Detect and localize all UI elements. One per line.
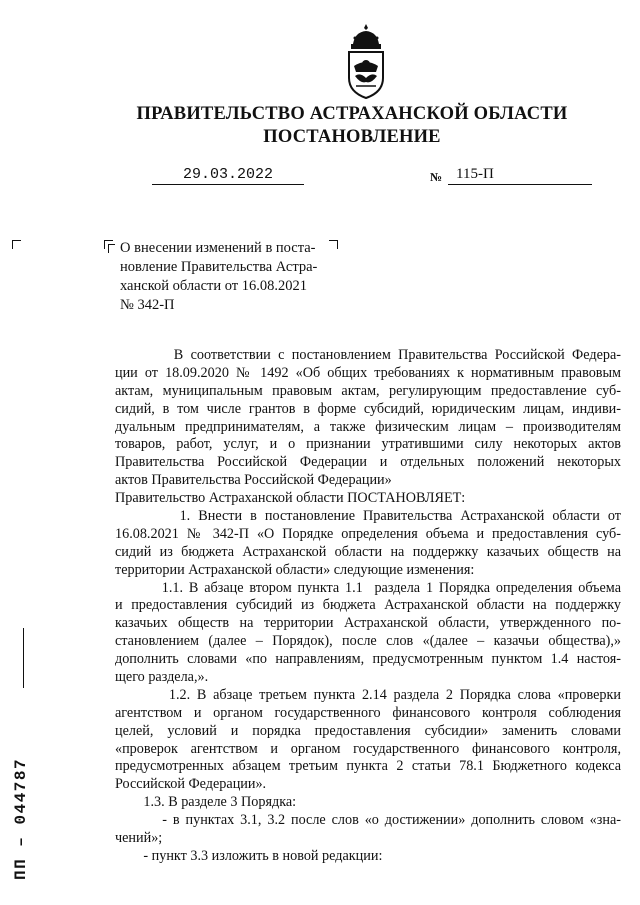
coat-of-arms-emblem <box>341 22 391 100</box>
body-line: целей, условий и порядка предоставления субсидии» заменить словами <box>115 722 621 739</box>
body-line: сидий, в том числе грантов в форме субсидий, юридическим лицам, индиви- <box>115 400 621 417</box>
body-line: В соответствии с постановлением Правительства Российской Федера- <box>115 347 621 363</box>
form-serial-code: ПП – 044787 <box>12 757 30 880</box>
subject-line: новление Правительства Астра- <box>120 259 318 275</box>
body-line: сидий из бюджета Астраханской области на поддержку казачьих обществ на <box>115 543 621 560</box>
body-line: агентством и органом государственного финансового контроля соблюдения <box>115 704 621 721</box>
body-line: казачьих обществ на территории Астраханской области, утвержденного по- <box>115 615 621 632</box>
number-label: № <box>430 170 443 184</box>
subject-line: № 342-П <box>120 297 175 313</box>
body-line: дуальным предпринимателям, а также физическим лицам – производителям <box>115 418 621 435</box>
body-line: ции от 18.09.2020 № 1492 «Об общих требованиях к нормативным правовым <box>115 364 621 381</box>
document-date: 29.03.2022 <box>152 166 304 185</box>
document-body <box>115 347 621 866</box>
body-line: товаров, работ, услуг, и о признании утратившими силу некоторых актов <box>115 436 621 453</box>
body-line: дополнить словами «по направлениям, предусмотренным пунктом 1.4 настоя- <box>115 651 621 668</box>
body-line: и предоставления субсидий из бюджета Астраханской области на поддержку <box>115 597 621 614</box>
body-line: Правительства Российской Федерации и отдельных положений некоторых <box>115 454 621 471</box>
subject-line: О внесении изменений в поста- <box>120 240 316 256</box>
body-line: актов Правительства Российской Федерации» <box>115 472 392 489</box>
body-line: - пункт 3.3 изложить в новой редакции: <box>115 847 383 864</box>
government-title: ПРАВИТЕЛЬСТВО АСТРАХАНСКОЙ ОБЛАСТИ <box>136 104 568 124</box>
body-line: актам, муниципальным правовым актам, регулирующим предоставление суб- <box>115 382 621 399</box>
document-number: 115-П <box>448 166 592 185</box>
subject-line: ханской области от 16.08.2021 <box>120 278 307 294</box>
body-line: 1.2. В абзаце третьем пункта 2.14 раздела 2 Порядка слова «проверки <box>115 686 621 703</box>
body-line: 1.3. В разделе 3 Порядка: <box>115 794 297 811</box>
side-mark-bar <box>23 628 24 688</box>
document-type-title: ПОСТАНОВЛЕНИЕ <box>263 127 441 147</box>
body-line: территории Астраханской области» следующие изменения: <box>115 561 475 578</box>
body-line: чений»; <box>115 830 163 847</box>
body-line: 1. Внести в постановление Правительства Астраханской области от <box>115 508 621 525</box>
corner-mark <box>12 240 21 249</box>
body-line: - в пунктах 3.1, 3.2 после слов «о достижении» дополнить словом «зна- <box>115 812 621 829</box>
body-line: предусмотренных абзацем третьим пункта 2 статьи 78.1 Бюджетного кодекса <box>115 758 621 775</box>
document-subject <box>120 239 338 315</box>
body-line: становлением (далее – Порядок), после слов «(далее – казачьи общества),» <box>115 633 621 650</box>
corner-mark <box>108 244 115 253</box>
body-line: 1.1. В абзаце втором пункта 1.1 раздела 1 Порядка определения объема <box>115 579 621 596</box>
body-line: щего раздела,». <box>115 669 209 686</box>
body-line: «проверок агентством и органом государственного финансового контроля, <box>115 740 621 757</box>
body-line: Российской Федерации». <box>115 776 267 793</box>
body-line: Правительство Астраханской области ПОСТАНОВЛЯЕТ: <box>115 490 466 507</box>
body-line: 16.08.2021 № 342-П «О Порядке определения объема и предоставления суб- <box>115 525 621 542</box>
